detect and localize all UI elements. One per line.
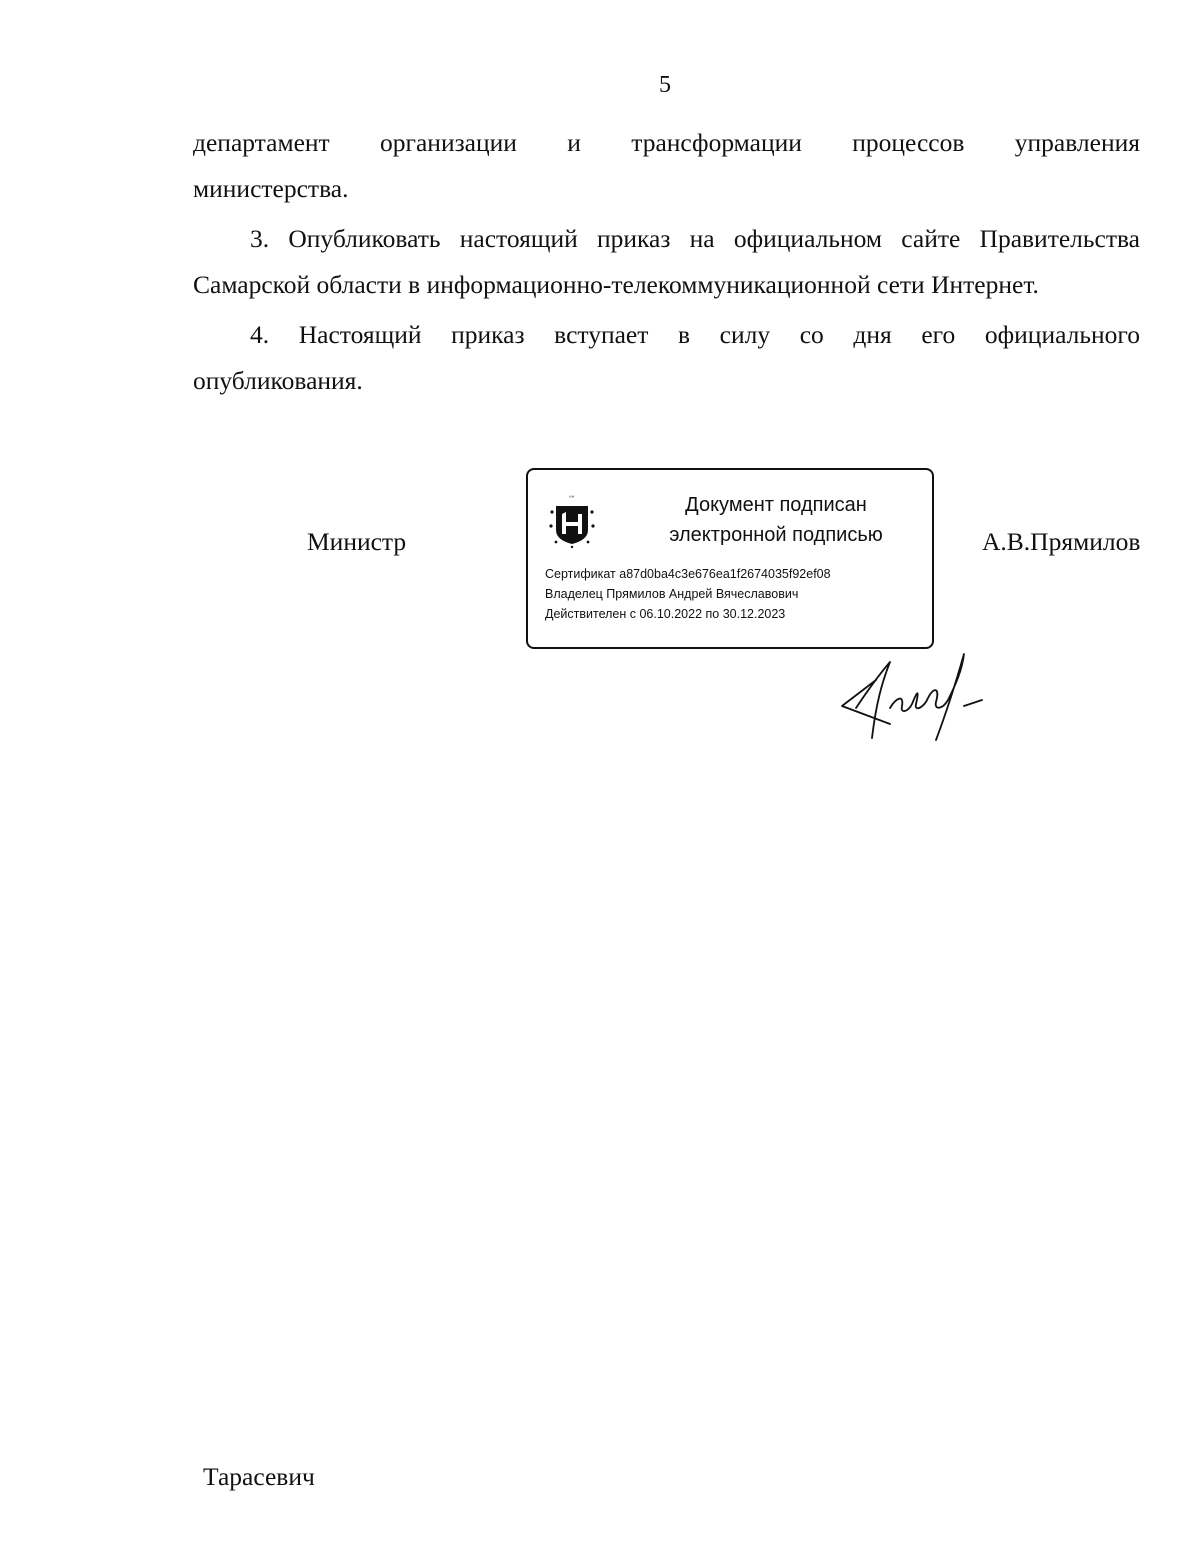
word: силу [719,320,771,349]
paragraph-line: Самарской области в информационно-телекоммуникационной сети Интернет. [193,270,1039,299]
handwritten-signature [838,648,998,748]
paragraph-line [193,312,1140,358]
word: официального [984,320,1140,349]
stamp-subtitle: электронной подписью [669,524,883,546]
word: департамент [193,128,330,157]
svg-text:ᐡᐡ: ᐡᐡ [569,494,575,502]
word: управления [1014,128,1140,157]
word: его [921,320,956,349]
paragraph-item-4 [193,312,1140,404]
word: трансформации [631,128,802,157]
word: организации [380,128,517,157]
certificate-number: Сертификат a87d0ba4c3e676ea1f2674035f92ef08 [545,567,831,581]
stamp-title: Документ подписан [685,494,867,516]
paragraph-line: министерства. [193,174,349,203]
certificate-owner: Владелец Прямилов Андрей Вячеславович [545,587,799,601]
signatory-role: Министр [307,527,407,556]
executor-name: Тарасевич [203,1462,315,1491]
word: приказ [451,320,525,349]
signatory-name: А.В.Прямилов [982,527,1141,556]
word: дня [853,320,892,349]
paragraph-item-3 [193,216,1140,308]
word: процессов [852,128,965,157]
word: вступает [554,320,649,349]
paragraph-line [193,120,1140,166]
electronic-signature-stamp [526,468,934,649]
samara-coat-of-arms-icon [548,492,596,548]
paragraph-department [193,120,1140,212]
word: 4. [250,320,270,349]
word: Настоящий [298,320,422,349]
paragraph-line: опубликования. [193,366,363,395]
word: со [799,320,824,349]
word: в [677,320,691,349]
page-number: 5 [659,72,671,98]
word: и [567,128,581,157]
certificate-validity: Действителен с 06.10.2022 по 30.12.2023 [545,607,786,621]
paragraph-line: 3. Опубликовать настоящий приказ на официальном сайте Правительства [250,224,1140,253]
